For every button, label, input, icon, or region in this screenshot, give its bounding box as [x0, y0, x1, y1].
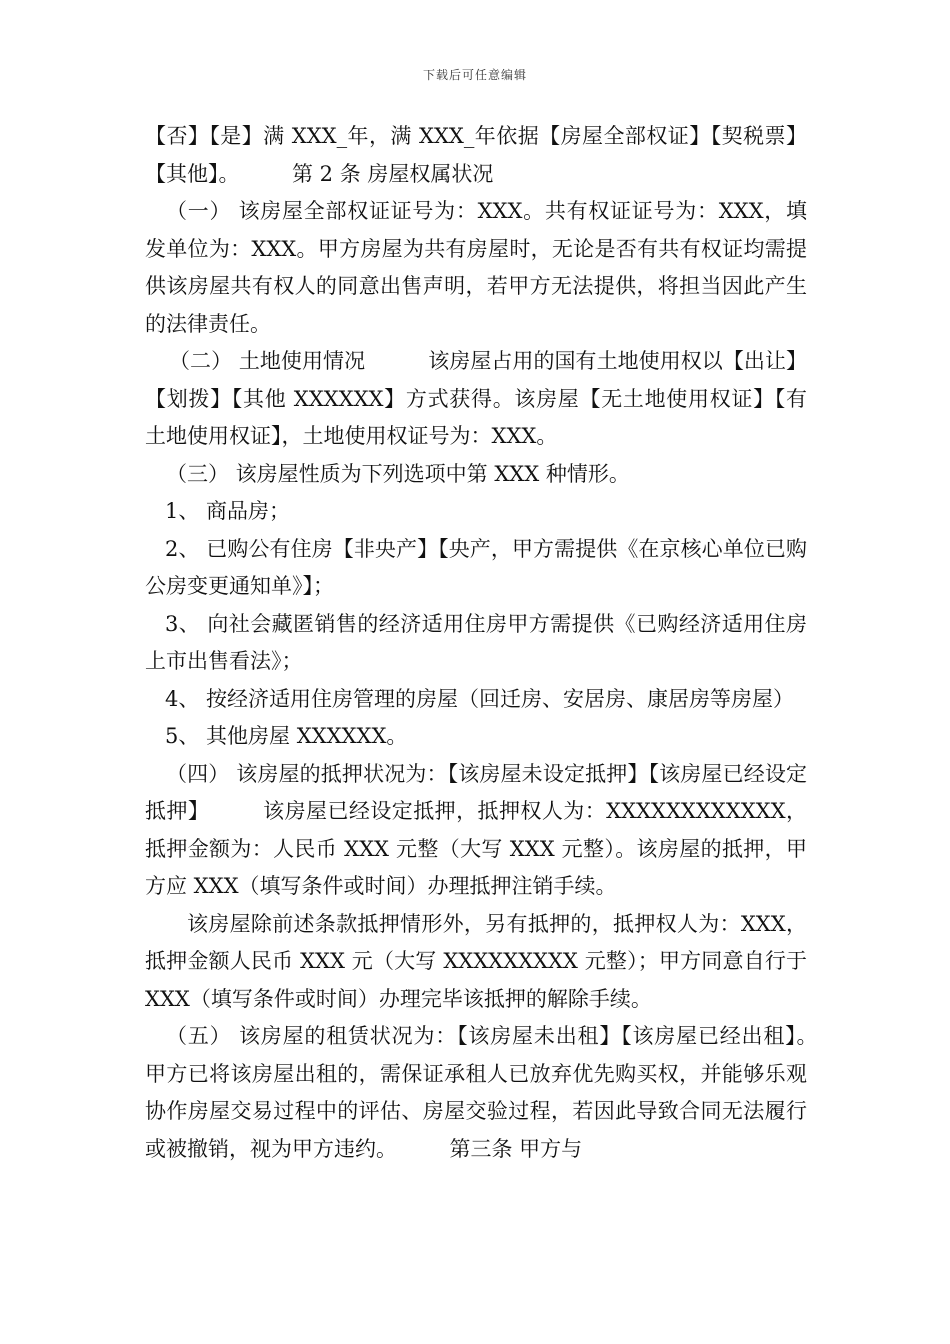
paragraph-section-1-certificate: （一） 该房屋全部权证证号为：XXX。共有权证证号为：XXX，填发单位为：XXX。甲方房屋为共有房屋时，无论是否有共有权证均需提供该房屋共有权人的同意出售声明，若甲方无法提供，将担当因此产生的法律责任。 — [145, 199, 807, 336]
list-item-2: 2、 已购公有住房【非央产】【央产，甲方需提供《在京核心单位已购公房变更通知单》】； — [145, 536, 807, 598]
paragraph-ownership-basis: 【否】【是】满 XXX_年，满 XXX_年依据【房屋全部权证】【契税票】【其他】。 第 2 条 房屋权属状况 — [145, 124, 807, 186]
list-item-1: 1、 商品房； — [165, 499, 291, 523]
paragraph-section-4-mortgage: （四） 该房屋的抵押状况为：【该房屋未设定抵押】【该房屋已经设定抵押】 该房屋已经设定抵押，抵押权人为：XXXXXXXXXXXX，抵押金额为：人民币 XXX 元整（大写 XXX 元整）。该房屋的抵押，甲方应 XXX（填写条件或时间）办理抵押注销手续。 — [145, 761, 807, 898]
page-header: 下载后可任意编辑 — [422, 68, 527, 82]
list-item-4: 4、 按经济适用住房管理的房屋（回迁房、安居房、康居房等房屋） — [165, 686, 795, 711]
list-item-3: 3、 向社会藏匿销售的经济适用住房甲方需提供《已购经济适用住房上市出售看法》； — [145, 611, 807, 673]
document-body — [145, 118, 870, 1168]
paragraph-section-2-land-use: （二） 土地使用情况 该房屋占用的国有土地使用权以【出让】【划拨】【其他 XXXXXX】方式获得。该房屋【无土地使用权证】【有土地使用权证】，土地使用权证号为：XXX。 — [145, 349, 807, 448]
paragraph-additional-mortgage: 该房屋除前述条款抵押情形外，另有抵押的，抵押权人为：XXX，抵押金额人民币 XXX 元（大写 XXXXXXXXX 元整）；甲方同意自行于 XXX（填写条件或时间）办理完毕该抵押的解除手续。 — [145, 911, 807, 1011]
paragraph-section-3-property-nature: （三） 该房屋性质为下列选项中第 XXX 种情形。 — [166, 461, 630, 486]
list-item-5: 5、 其他房屋 XXXXXX。 — [165, 724, 408, 748]
paragraph-section-5-lease: （五） 该房屋的租赁状况为：【该房屋未出租】【该房屋已经出租】。 甲方已将该房屋出租的，需保证承租人已放弃优先购买权，并能够乐观协作房屋交易过程中的评估、房屋交验过程，若因此导致合同无法履行或被撤销，视为甲方违约。 第三条 甲方与 — [145, 1024, 870, 1161]
